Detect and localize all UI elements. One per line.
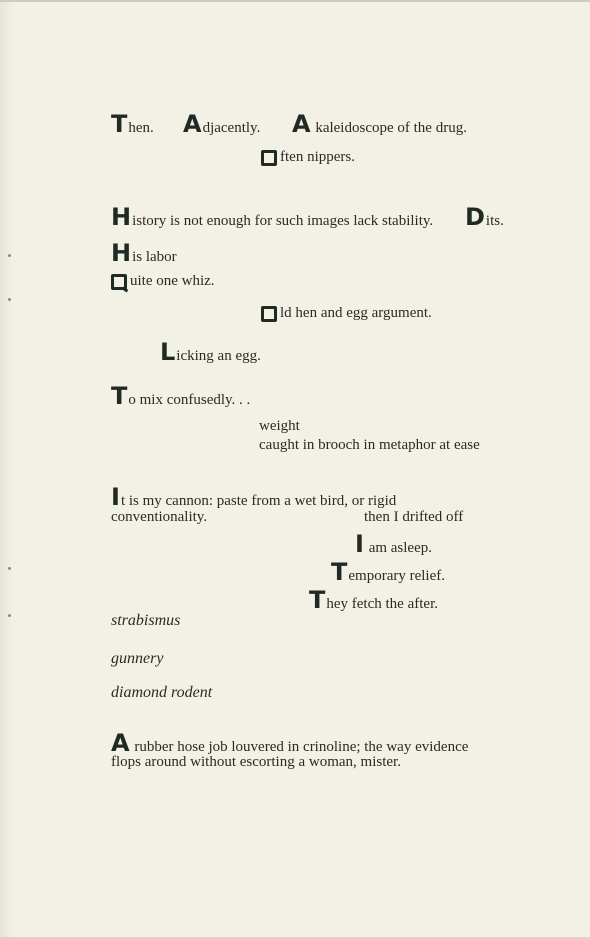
initial-letter: T [309, 586, 326, 614]
line-text: diamond rodent [111, 684, 213, 701]
poem-line [261, 303, 432, 323]
poem-line [111, 507, 207, 527]
initial-letter: T [331, 558, 348, 586]
line-text: strabismus [111, 612, 181, 629]
initial-letter: T [111, 382, 128, 410]
line-text: istory is not enough for such images lack stability. [132, 213, 434, 229]
initial-letter: I [111, 483, 120, 511]
poem-line [259, 416, 300, 436]
initial-letter: H [111, 203, 132, 231]
poem-line [111, 239, 177, 267]
line-text: djacently. [202, 120, 261, 136]
poem-line [111, 752, 401, 772]
poem-line [111, 203, 434, 231]
line-text: caught in brooch in metaphor at ease [259, 437, 480, 453]
binding-hole [8, 567, 11, 570]
poem-line [364, 507, 463, 527]
line-text: hey fetch the after. [326, 596, 438, 612]
poem-line [111, 611, 180, 631]
line-text: conventionality. [111, 509, 208, 525]
poem-line [292, 110, 467, 138]
page-top-edge [0, 0, 590, 2]
initial-letter: I [355, 530, 364, 558]
line-text: hen. [128, 120, 154, 136]
line-text: am asleep. [364, 540, 432, 556]
binding-hole [8, 298, 11, 301]
binding-hole [8, 254, 11, 257]
initial-letter: H [111, 239, 132, 267]
initial-letter: A [292, 110, 311, 138]
initial-letter [261, 150, 277, 166]
line-text: t is my cannon: paste from a wet bird, or rigid [120, 493, 397, 509]
poem-line [111, 649, 163, 669]
initial-letter [261, 306, 277, 322]
initial-letter: T [111, 110, 128, 138]
initial-letter: L [160, 338, 176, 366]
line-text: emporary relief. [348, 568, 445, 584]
line-text: ld hen and egg argument. [280, 305, 432, 321]
poem-line [331, 558, 445, 586]
poem-line [111, 382, 251, 410]
line-text: ften nippers. [280, 149, 355, 165]
line-text: weight [259, 418, 300, 434]
poem-line [355, 530, 432, 558]
line-text: kaleidoscope of the drug. [311, 120, 467, 136]
poem-line [111, 110, 154, 138]
line-text: uite one whiz. [130, 273, 215, 289]
line-text: its. [485, 213, 504, 229]
poem-line [465, 203, 504, 231]
line-text: rubber hose job louvered in crinoline; the way evidence [130, 739, 469, 755]
poem-line [111, 271, 215, 291]
initial-letter: A [111, 729, 130, 757]
line-text: flops around without escorting a woman, mister. [111, 754, 401, 770]
line-text: gunnery [111, 650, 164, 667]
line-text: then I drifted off [364, 509, 464, 525]
poem-line [183, 110, 261, 138]
poem-line [259, 435, 480, 455]
line-text: o mix confusedly. . . [128, 392, 251, 408]
initial-letter [111, 274, 127, 290]
poem-line [261, 147, 355, 167]
binding-hole [8, 614, 11, 617]
line-text: icking an egg. [176, 348, 261, 364]
initial-letter: A [183, 110, 202, 138]
poem-line [309, 586, 438, 614]
poem-line [111, 683, 212, 703]
initial-letter: D [465, 203, 485, 231]
line-text: is labor [132, 249, 177, 265]
poem-line [160, 338, 261, 366]
